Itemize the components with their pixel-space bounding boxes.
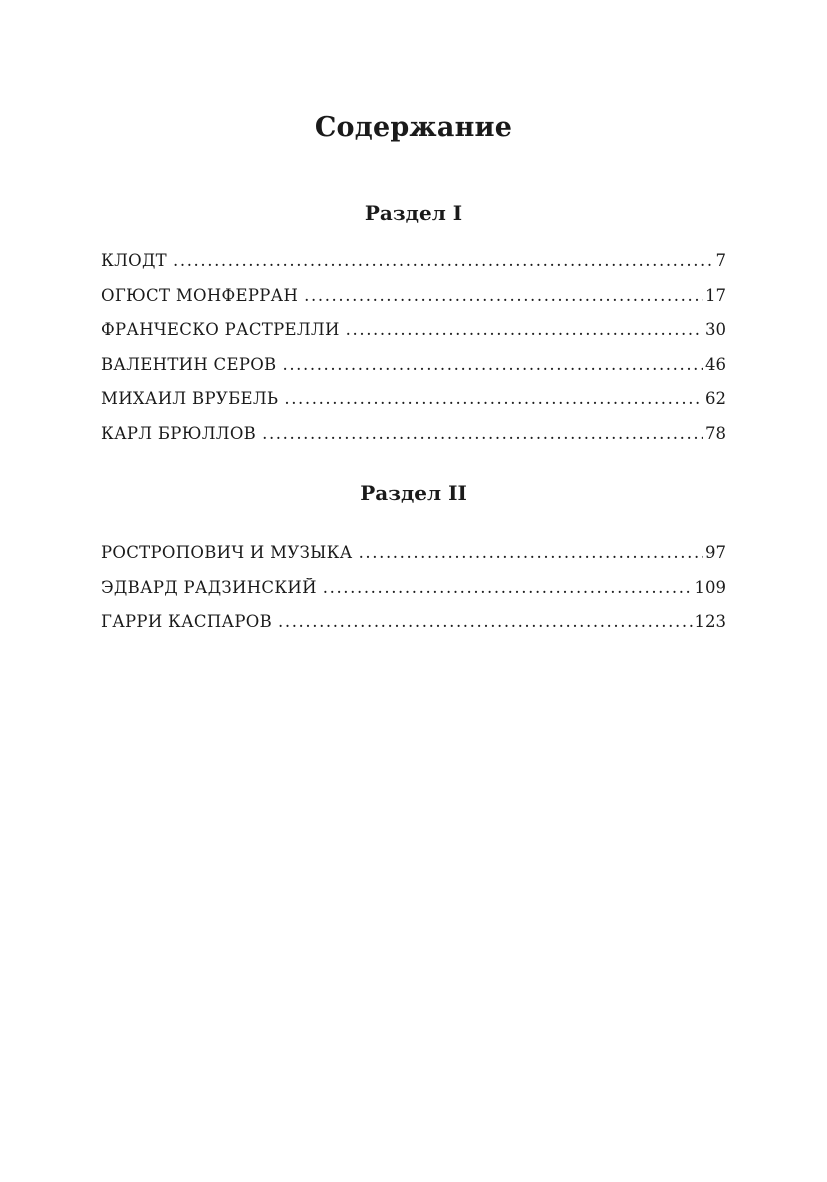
toc-entry-page: 7 <box>715 251 726 270</box>
toc-list-section-1 <box>101 251 726 458</box>
toc-entry-page: 97 <box>705 543 726 562</box>
toc-entry-name: РОСТРОПОВИЧ И МУЗЫКА <box>101 543 353 562</box>
toc-entry-name: ЭДВАРД РАДЗИНСКИЙ <box>101 577 317 597</box>
toc-entry[interactable] <box>101 389 726 424</box>
toc-entry-page: 123 <box>694 612 726 631</box>
toc-entry-name: КАРЛ БРЮЛЛОВ <box>101 423 257 443</box>
toc-entry-page: 78 <box>705 423 726 443</box>
toc-entry-name: МИХАИЛ ВРУБЕЛЬ <box>101 389 279 408</box>
toc-entry[interactable] <box>101 355 726 390</box>
toc-leader-dots <box>346 320 703 340</box>
toc-entry[interactable] <box>101 251 726 286</box>
toc-entry-name: ФРАНЧЕСКО РАСТРЕЛЛИ <box>101 320 340 339</box>
toc-entry[interactable] <box>101 424 726 459</box>
section-heading-1: Раздел I <box>364 201 463 225</box>
page-title: Содержание <box>314 112 513 143</box>
toc-entry[interactable] <box>101 320 726 355</box>
toc-list-section-2 <box>101 543 726 647</box>
toc-entry-page: 46 <box>705 354 726 374</box>
toc-leader-dots <box>284 389 703 409</box>
toc-entry-page: 62 <box>705 389 726 408</box>
section-heading-2: Раздел II <box>360 481 467 505</box>
toc-entry[interactable] <box>101 612 726 647</box>
toc-entry-name: ВАЛЕНТИН СЕРОВ <box>101 354 277 374</box>
toc-entry-name: ОГЮСТ МОНФЕРРАН <box>101 285 299 305</box>
toc-entry[interactable] <box>101 578 726 613</box>
toc-leader-dots <box>359 543 703 563</box>
toc-leader-dots <box>304 286 703 306</box>
toc-entry-page: 30 <box>705 320 726 339</box>
toc-leader-dots <box>282 355 703 375</box>
toc-entry-name: ГАРРИ КАСПАРОВ <box>101 612 272 631</box>
toc-entry[interactable] <box>101 543 726 578</box>
toc-entry-page: 109 <box>694 577 726 597</box>
toc-leader-dots <box>173 251 714 271</box>
toc-entry-page: 17 <box>705 285 726 305</box>
toc-leader-dots <box>278 612 693 632</box>
toc-entry-name: КЛОДТ <box>101 251 167 270</box>
toc-leader-dots <box>262 424 703 444</box>
toc-leader-dots <box>323 578 693 598</box>
toc-entry[interactable] <box>101 286 726 321</box>
